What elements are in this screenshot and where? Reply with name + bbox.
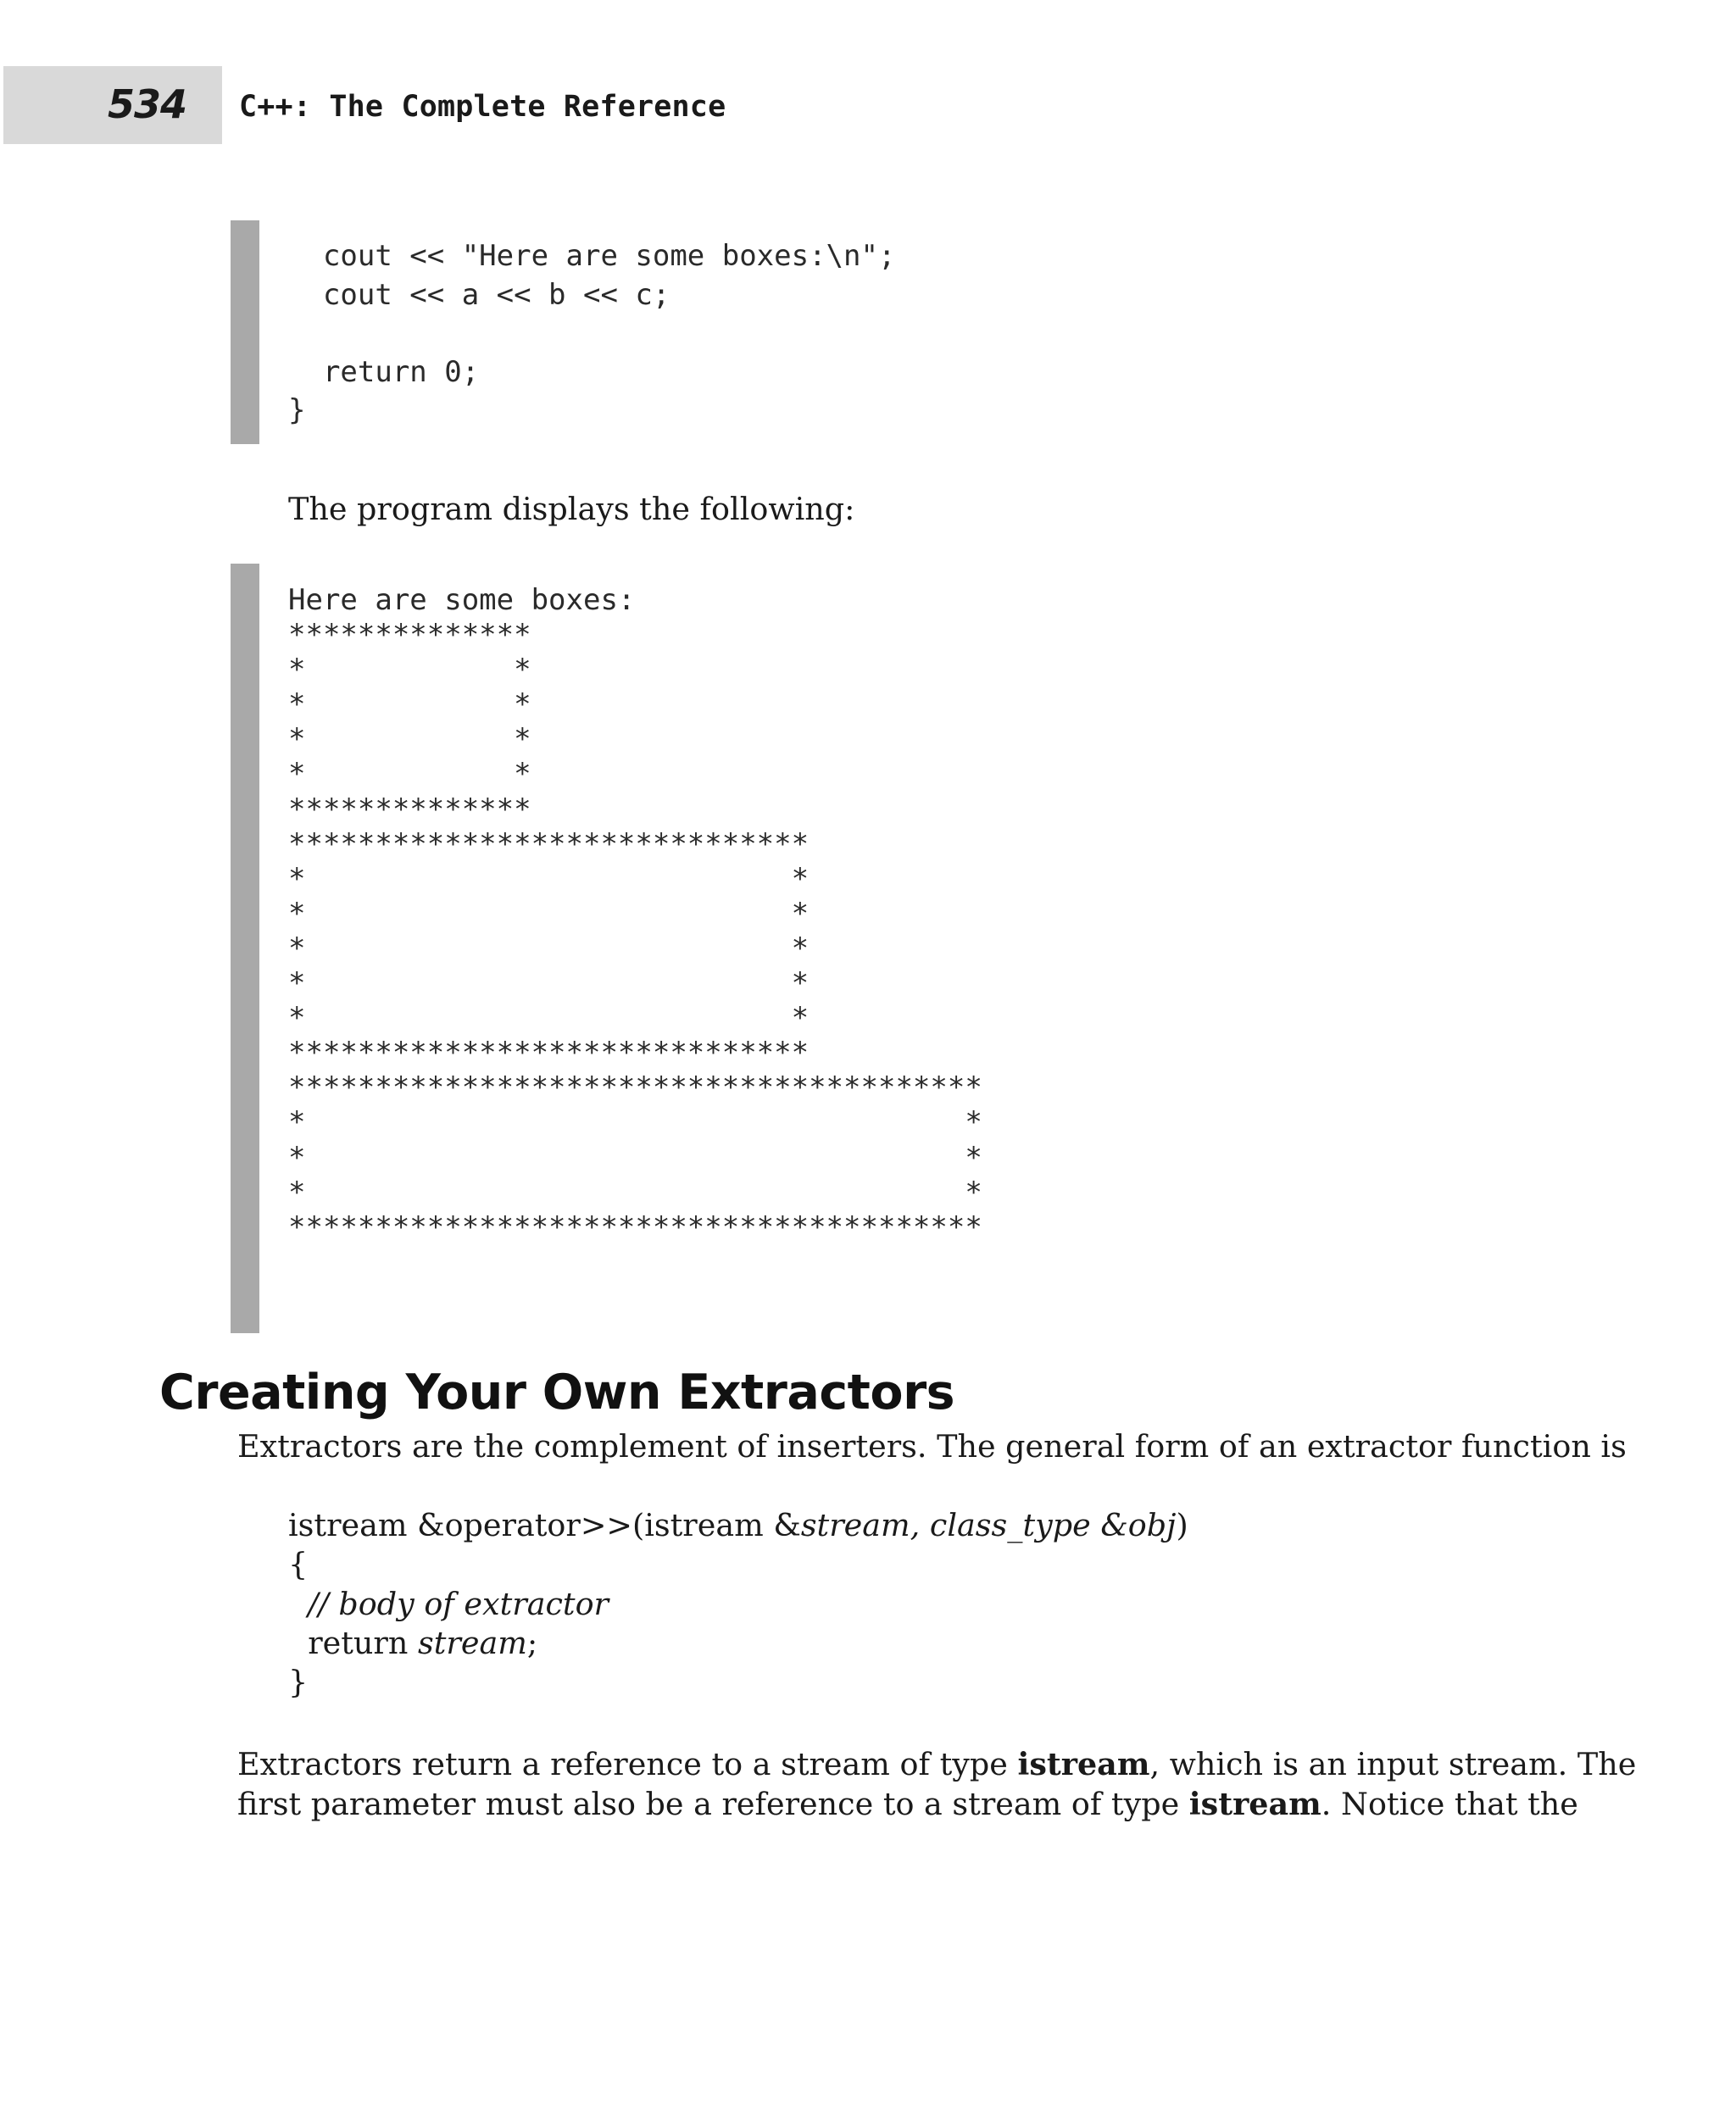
body-paragraph: Extractors return a reference to a stream of type istream, which is an input stream. The first parameter must also be a reference to a stream of type istream. Notice that the [237,1746,1637,1822]
intro-paragraph: The program displays the following: [288,491,855,527]
code-line: return 0; [288,354,480,389]
output-line: * * [288,861,810,896]
output-line: * * [288,1001,810,1036]
code-margin-bar [231,220,259,444]
output-line: * * [288,653,531,687]
output-line: * * [288,1105,982,1140]
code-line [288,314,895,353]
output-line: * * [288,1175,982,1209]
output-line: * * [288,722,531,757]
page-number: 534 [107,81,186,127]
output-line: ************** [288,792,531,826]
output-line: ****************************** [288,826,810,861]
page-number-tab [3,66,222,144]
output-line: * * [288,896,810,931]
output-line: **************************************** [288,1070,982,1105]
code-listing [288,237,895,431]
output-line: ****************************** [288,1036,810,1070]
form-return-line: return stream; [288,1624,538,1661]
form-comment-line: // body of extractor [288,1585,609,1622]
output-margin-bar [231,564,259,1333]
section-heading: Creating Your Own Extractors [159,1365,955,1420]
form-signature-line: istream &operator>>(istream &stream, class_type &obj) [288,1507,1188,1543]
section-intro-paragraph: Extractors are the complement of inserters. The general form of an extractor function is [237,1428,1627,1465]
output-line: * * [288,757,531,792]
output-line: Here are some boxes: [288,583,636,617]
extractor-general-form [288,1506,1188,1702]
output-line: ************** [288,618,531,653]
output-line: **************************************** [288,1209,982,1244]
form-open-brace: { [288,1546,309,1583]
code-line: } [288,393,306,427]
form-close-brace: } [288,1664,309,1701]
running-title: C++: The Complete Reference [239,90,726,124]
code-line: cout << "Here are some boxes:\n"; [288,239,896,273]
code-line: cout << a << b << c; [288,277,670,312]
output-line: * * [288,687,531,722]
program-output [288,583,982,1245]
output-line: * * [288,931,810,965]
output-line: * * [288,1140,982,1175]
output-line: * * [288,966,810,1001]
